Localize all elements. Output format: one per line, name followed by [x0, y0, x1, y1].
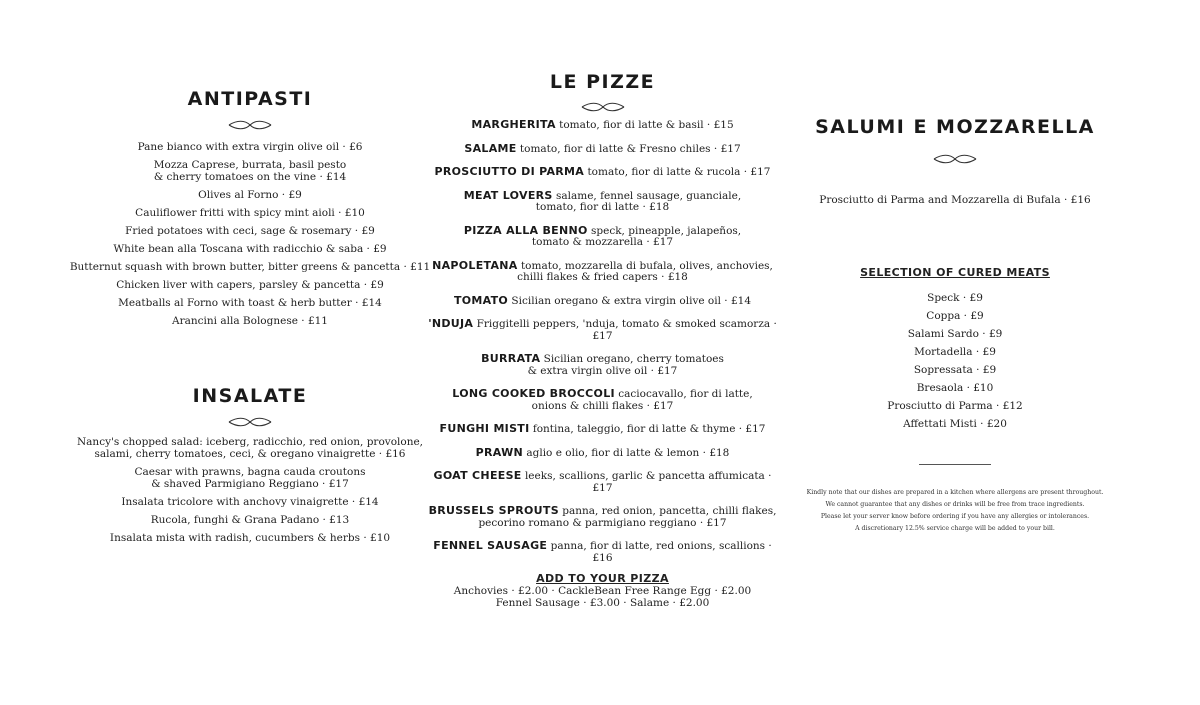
cured-meats-list: [800, 292, 1110, 430]
addon-line: Fennel Sausage · £3.00 · Salame · £2.00: [495, 597, 710, 609]
pizza-description: caciocavallo, fior di latte, onions & chilli flakes · £17: [531, 388, 753, 412]
pizze-title: LE PIZZE: [549, 71, 656, 93]
note-line: Please let your server know before ordering if you have any allergies or intolerances.: [820, 513, 1090, 520]
pizza-name: LONG COOKED BROCCOLI: [452, 387, 615, 400]
pizza-name: MARGHERITA: [471, 118, 556, 131]
pizza-description: tomato, fior di latte & rucola · £17: [584, 166, 771, 178]
pizza-description: Friggitelli peppers, 'nduja, tomato & smoked scamorza · £17: [473, 318, 777, 342]
list-item: [425, 190, 780, 214]
list-item: Fried potatoes with ceci, sage & rosemary · £9: [125, 225, 375, 237]
list-item: Insalata tricolore with anchovy vinaigrette · £14: [121, 496, 379, 508]
note-line: A discretionary 12.5% service charge will be added to your bill.: [855, 525, 1055, 532]
flourish-icon: [227, 119, 273, 131]
list-item: Caesar with prawns, bagna cauda croutons & shaved Parmigiano Reggiano · £17: [134, 466, 366, 490]
list-item: Pane bianco with extra virgin olive oil · £6: [137, 141, 363, 153]
salumi-title: SALUMI E MOZZARELLA: [815, 116, 1095, 138]
pizza-name: PIZZA ALLA BENNO: [463, 223, 588, 237]
list-item: Affettati Misti · £20: [903, 418, 1007, 430]
divider: [919, 464, 991, 465]
pizze-section: [425, 73, 780, 609]
pizza-name: FENNEL SAUSAGE: [433, 539, 548, 552]
pizza-description: Sicilian oregano & extra virgin olive oil · £14: [508, 294, 752, 307]
list-item: Bresaola · £10: [916, 382, 994, 394]
pizza-name: PRAWN: [475, 445, 524, 459]
list-item: Rucola, funghi & Grana Padano · £13: [150, 514, 350, 526]
pizza-name: TOMATO: [453, 293, 509, 307]
pizza-description: aglio e olio, fior di latte & lemon · £18: [523, 446, 730, 459]
pizza-name: PROSCIUTTO DI PARMA: [434, 165, 585, 178]
pizza-name: BURRATA: [481, 352, 541, 365]
list-item: Speck · £9: [927, 292, 983, 304]
list-item: Mozza Caprese, burrata, basil pesto & cherry tomatoes on the vine · £14: [153, 159, 347, 183]
pizza-description: Sicilian oregano, cherry tomatoes & extra virgin olive oil · £17: [527, 353, 724, 377]
list-item: Olives al Forno · £9: [198, 189, 302, 201]
pizza-name: BRUSSELS SPROUTS: [428, 504, 559, 517]
antipasti-section: [60, 90, 440, 333]
add-to-pizza-title: ADD TO YOUR PIZZA: [536, 572, 669, 585]
pizza-name: 'NDUJA: [428, 317, 474, 330]
insalate-section: [60, 387, 440, 550]
list-item: Mortadella · £9: [914, 346, 996, 358]
pizze-list: [425, 119, 780, 564]
list-item: Coppa · £9: [926, 310, 984, 322]
cured-meats-title: SELECTION OF CURED MEATS: [860, 266, 1050, 279]
list-item: [425, 166, 780, 179]
pizza-name: MEAT LOVERS: [463, 188, 553, 202]
list-item: [425, 505, 780, 529]
list-item: [425, 260, 780, 284]
list-item: [425, 353, 780, 377]
antipasti-list: [60, 141, 440, 327]
pizza-description: panna, red onion, pancetta, chilli flakes, pecorino romano & parmigiano reggiano · £17: [478, 505, 777, 529]
list-item: Sopressata · £9: [913, 364, 997, 376]
list-item: Arancini alla Bolognese · £11: [172, 315, 328, 327]
pizza-description: salame, fennel sausage, guanciale, tomato, fior di latte · £18: [535, 189, 742, 213]
list-item: Butternut squash with brown butter, bitter greens & pancetta · £11: [69, 261, 431, 273]
list-item: [425, 540, 780, 564]
pizza-name: FUNGHI MISTI: [439, 422, 530, 435]
list-item: [425, 423, 780, 436]
pizza-name: GOAT CHEESE: [433, 469, 522, 482]
salumi-item: Prosciutto di Parma and Mozzarella di Bufala · £16: [819, 194, 1091, 206]
list-item: [425, 119, 780, 132]
list-item: [425, 447, 780, 460]
list-item: [425, 143, 780, 156]
pizza-description: leeks, scallions, garlic & pancetta affumicata · £17: [521, 470, 772, 494]
note-line: Kindly note that our dishes are prepared in a kitchen where allergens are present throughout.: [806, 489, 1104, 496]
antipasti-title: ANTIPASTI: [187, 88, 313, 110]
list-item: [425, 318, 780, 342]
list-item: [425, 388, 780, 412]
list-item: White bean alla Toscana with radicchio & saba · £9: [113, 243, 387, 255]
add-to-pizza: [425, 572, 780, 609]
pizza-description: tomato, fior di latte & Fresno chiles · £17: [516, 142, 741, 155]
list-item: Prosciutto di Parma · £12: [887, 400, 1023, 412]
allergen-notes: [800, 487, 1110, 535]
list-item: Chicken liver with capers, parsley & pancetta · £9: [116, 279, 384, 291]
list-item: Meatballs al Forno with toast & herb butter · £14: [118, 297, 382, 309]
pizza-description: fontina, taleggio, fior di latte & thyme · £17: [529, 423, 766, 435]
list-item: Nancy's chopped salad: iceberg, radicchio, red onion, provolone, salami, cherry tomatoes, ceci, & oregano vinaigrette · £16: [76, 436, 424, 460]
list-item: [425, 470, 780, 494]
list-item: Cauliflower fritti with spicy mint aioli · £10: [135, 207, 365, 219]
list-item: Insalata mista with radish, cucumbers & herbs · £10: [109, 532, 391, 544]
list-item: [425, 295, 780, 308]
flourish-icon: [227, 416, 273, 428]
pizza-description: panna, fior di latte, red onions, scallions · £16: [547, 540, 772, 564]
flourish-icon: [580, 101, 626, 113]
pizza-description: tomato, mozzarella di bufala, olives, anchovies, chilli flakes & fried capers · £18: [517, 259, 773, 283]
pizza-description: tomato, fior di latte & basil · £15: [555, 119, 734, 131]
pizza-description: speck, pineapple, jalapeños, tomato & mozzarella · £17: [531, 224, 742, 248]
list-item: [425, 225, 780, 249]
addon-line: Anchovies · £2.00 · CackleBean Free Range Egg · £2.00: [453, 585, 752, 597]
note-line: We cannot guarantee that any dishes or drinks will be free from trace ingredients.: [825, 501, 1085, 508]
flourish-icon: [932, 153, 978, 165]
insalate-list: [60, 436, 440, 544]
insalate-title: INSALATE: [192, 385, 308, 407]
pizza-name: SALAME: [464, 141, 517, 155]
pizza-name: NAPOLETANA: [432, 258, 518, 272]
list-item: Salami Sardo · £9: [907, 328, 1003, 340]
salumi-section: [800, 118, 1110, 535]
